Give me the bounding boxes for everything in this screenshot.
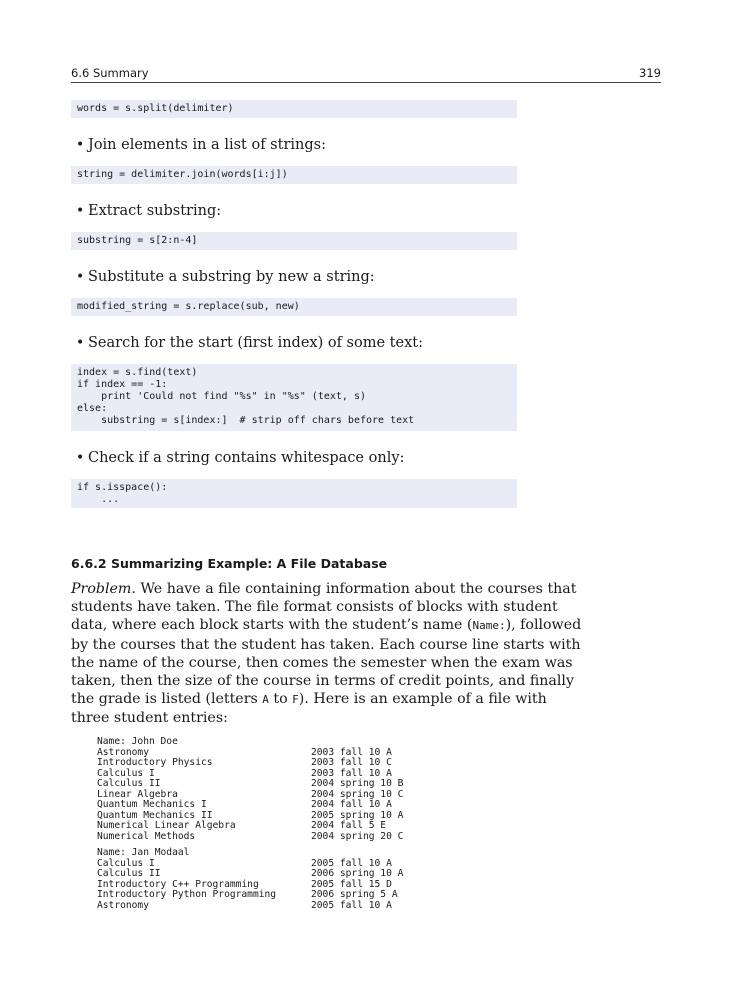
line-text: data, where each block starts with the student’s name ( xyxy=(71,617,473,634)
bullet-extract xyxy=(76,202,221,220)
course-name: Linear Algebra xyxy=(97,788,178,800)
course-row xyxy=(97,832,517,843)
course-record: 2004 spring 10 C xyxy=(311,788,404,800)
paragraph-line: students have taken. The file format consists of blocks with student xyxy=(71,599,558,616)
bullet-dot: • xyxy=(76,450,85,466)
running-head xyxy=(71,66,661,80)
bullet-text: Substitute a substring by new a string: xyxy=(88,269,375,285)
course-name: Calculus II xyxy=(97,868,161,879)
course-row xyxy=(97,890,517,901)
student-entry-jan-modaal xyxy=(97,848,517,911)
code-block-isspace: if s.isspace(): ... xyxy=(71,479,517,508)
bullet-text: Search for the start (first index) of some text: xyxy=(88,335,423,351)
bullet-text: Extract substring: xyxy=(88,203,222,219)
bullet-dot: • xyxy=(76,335,85,351)
bullet-search xyxy=(76,334,423,352)
course-name: Introductory C++ Programming xyxy=(97,878,259,890)
course-record: 2005 fall 10 A xyxy=(311,899,392,911)
course-record: 2004 spring 10 B xyxy=(311,778,404,789)
line-text: the grade is listed (letters xyxy=(71,691,263,708)
course-record: 2003 fall 10 A xyxy=(311,746,392,758)
student-name-line: Name: Jan Modaal xyxy=(97,847,190,858)
course-name: Introductory Python Programming xyxy=(97,889,277,900)
line-text: to xyxy=(268,691,293,708)
bullet-substitute xyxy=(76,268,375,286)
line-text: ), followed xyxy=(505,617,582,634)
line-text: We have a file containing information about the courses that xyxy=(135,581,577,597)
inline-code: A xyxy=(262,693,269,707)
course-name: Introductory Physics xyxy=(97,757,213,768)
code-block-join: string = delimiter.join(words[i:j]) xyxy=(71,166,517,184)
course-name: Astronomy xyxy=(97,746,149,758)
paragraph-line xyxy=(71,616,582,635)
code-block-find: index = s.find(text) if index == -1: print 'Could not find "%s" in "%s" (text, s) else: substring = s[index:] # strip off chars before text xyxy=(71,364,517,431)
bullet-dot: • xyxy=(76,203,85,219)
course-record: 2005 fall 15 D xyxy=(311,878,392,890)
course-record: 2004 spring 20 C xyxy=(311,830,404,842)
section-heading: 6.6 Summary xyxy=(71,66,149,80)
page-number: 319 xyxy=(639,66,661,80)
course-row xyxy=(97,800,517,811)
course-name: Calculus II xyxy=(97,778,161,789)
line-text: ). Here is an example of a file with xyxy=(298,691,547,708)
code-block-split: words = s.split(delimiter) xyxy=(71,100,517,118)
paragraph-line xyxy=(71,580,577,598)
problem-paragraph xyxy=(71,580,582,728)
paragraph-line xyxy=(71,690,547,709)
course-name: Calculus I xyxy=(97,767,155,779)
course-name: Astronomy xyxy=(97,899,149,911)
course-name: Quantum Mechanics I xyxy=(97,799,207,810)
paragraph-line: by the courses that the student has taken. Each course line starts with xyxy=(71,636,581,653)
course-record: 2003 fall 10 C xyxy=(311,757,392,768)
student-name-line: Name: John Doe xyxy=(97,736,178,747)
inline-code: Name: xyxy=(472,619,506,633)
section-title: 6.6.2 Summarizing Example: A File Database xyxy=(71,556,388,571)
course-record: 2005 spring 10 A xyxy=(311,809,404,821)
bullet-dot: • xyxy=(76,137,85,153)
course-name: Numerical Linear Algebra xyxy=(97,820,236,831)
course-record: 2004 fall 10 A xyxy=(311,799,392,810)
course-row xyxy=(97,869,517,880)
code-block-replace: modified_string = s.replace(sub, new) xyxy=(71,298,517,316)
bullet-text: Check if a string contains whitespace only: xyxy=(88,450,405,466)
course-name: Calculus I xyxy=(97,857,155,869)
course-record: 2004 fall 5 E xyxy=(311,820,387,831)
student-entry-john-doe xyxy=(97,737,517,842)
course-record: 2006 spring 5 A xyxy=(311,889,398,900)
bullet-join xyxy=(76,136,326,154)
course-name: Numerical Methods xyxy=(97,830,196,842)
course-record: 2005 fall 10 A xyxy=(311,857,392,869)
bullet-text: Join elements in a list of strings: xyxy=(88,137,326,153)
course-row xyxy=(97,758,517,769)
bullet-whitespace xyxy=(76,449,404,467)
paragraph-line: the name of the course, then comes the semester when the exam was xyxy=(71,654,573,671)
paragraph-line: three student entries: xyxy=(71,710,228,727)
course-record: 2003 fall 10 A xyxy=(311,767,392,779)
course-name: Quantum Mechanics II xyxy=(97,809,213,821)
course-record: 2006 spring 10 A xyxy=(311,868,404,879)
course-row xyxy=(97,779,517,790)
paragraph-line: taken, then the size of the course in terms of credit points, and finally xyxy=(71,673,574,690)
course-row xyxy=(97,821,517,832)
code-block-substring: substring = s[2:n-4] xyxy=(71,232,517,250)
problem-label: Problem. xyxy=(71,581,136,597)
header-rule xyxy=(71,82,661,83)
inline-code: F xyxy=(292,693,299,707)
bullet-dot: • xyxy=(76,269,85,285)
course-row xyxy=(97,901,517,912)
